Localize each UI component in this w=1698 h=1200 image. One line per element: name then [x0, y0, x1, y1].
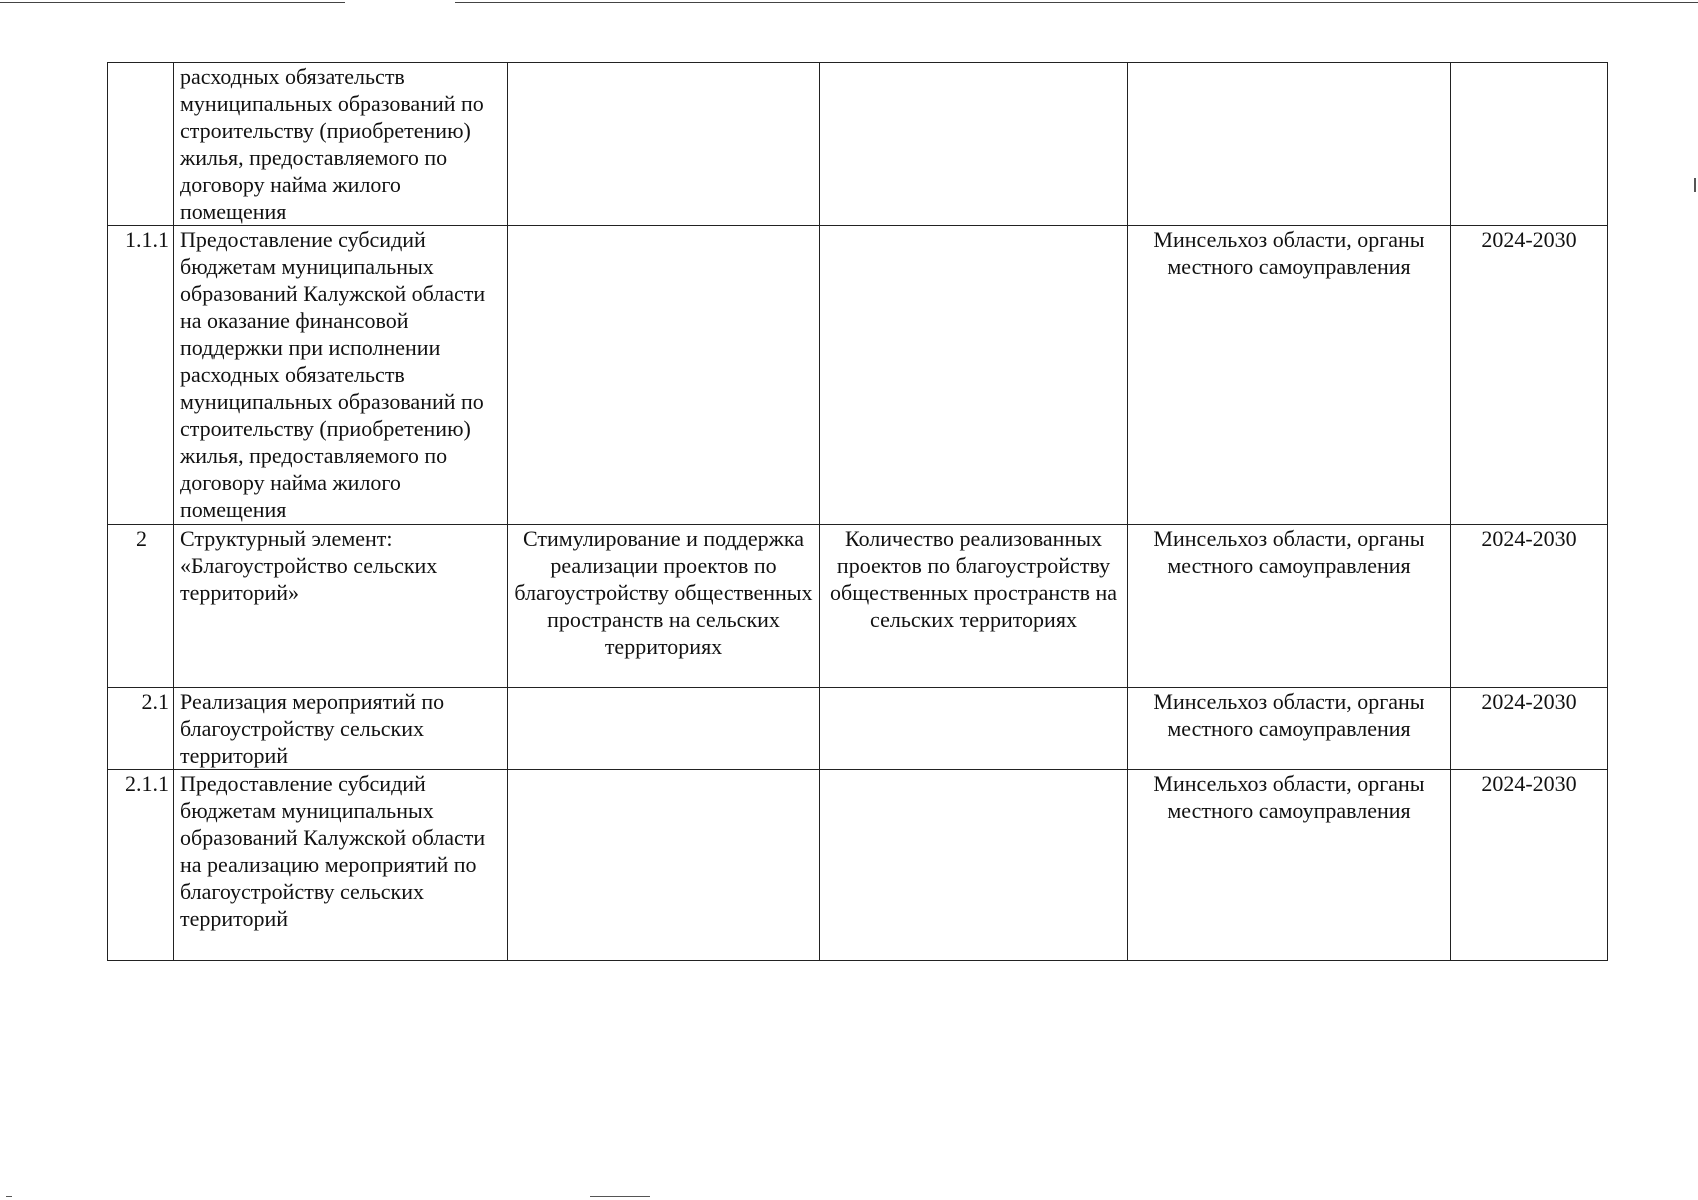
- bottom-edge-mark: [590, 1196, 650, 1197]
- bottom-left-mark: [6, 1196, 12, 1197]
- row-indicator: Количество реализованных проектов по благоустройству общественных пространств на сельских территориях: [820, 525, 1128, 688]
- row-period: 2024-2030: [1451, 226, 1608, 525]
- table-row: [108, 525, 1608, 688]
- table-row: [108, 63, 1608, 226]
- row-executor: Минсельхоз области, органы местного самоуправления: [1128, 688, 1451, 770]
- row-task: [508, 688, 820, 770]
- table-row: [108, 226, 1608, 525]
- row-executor: [1128, 63, 1451, 226]
- top-scan-line-left: [0, 2, 345, 3]
- row-number: 2: [108, 525, 174, 688]
- row-task: Стимулирование и поддержка реализации проектов по благоустройству общественных пространств на сельских территориях: [508, 525, 820, 688]
- row-period: [1451, 63, 1608, 226]
- right-edge-mark: [1694, 178, 1696, 192]
- row-name: Реализация мероприятий по благоустройству сельских территорий: [174, 688, 508, 770]
- row-task: [508, 226, 820, 525]
- row-period: 2024-2030: [1451, 688, 1608, 770]
- row-period: 2024-2030: [1451, 525, 1608, 688]
- row-number: [108, 63, 174, 226]
- row-indicator: [820, 770, 1128, 961]
- row-executor: Минсельхоз области, органы местного самоуправления: [1128, 226, 1451, 525]
- row-number: 2.1: [108, 688, 174, 770]
- row-indicator: [820, 63, 1128, 226]
- row-executor: Минсельхоз области, органы местного самоуправления: [1128, 770, 1451, 961]
- top-scan-line-right: [455, 2, 1698, 3]
- row-executor: Минсельхоз области, органы местного самоуправления: [1128, 525, 1451, 688]
- row-indicator: [820, 226, 1128, 525]
- program-structure-table: [107, 62, 1608, 961]
- table-row: [108, 688, 1608, 770]
- row-task: [508, 63, 820, 226]
- row-number: 1.1.1: [108, 226, 174, 525]
- row-number: 2.1.1: [108, 770, 174, 961]
- row-name: расходных обязательств муниципальных образований по строительству (приобретению) жилья, предоставляемого по договору найма жилого помещения: [174, 63, 508, 226]
- row-name: Предоставление субсидий бюджетам муниципальных образований Калужской области на оказание финансовой поддержки при исполнении расходных обязательств муниципальных образований по строительству (приобретению) жилья, предоставляемого по договору найма жилого помещения: [174, 226, 508, 525]
- row-task: [508, 770, 820, 961]
- row-name: Структурный элемент: «Благоустройство сельских территорий»: [174, 525, 508, 688]
- row-name: Предоставление субсидий бюджетам муниципальных образований Калужской области на реализацию мероприятий по благоустройству сельских территорий: [174, 770, 508, 961]
- table-row: [108, 770, 1608, 961]
- row-indicator: [820, 688, 1128, 770]
- row-period: 2024-2030: [1451, 770, 1608, 961]
